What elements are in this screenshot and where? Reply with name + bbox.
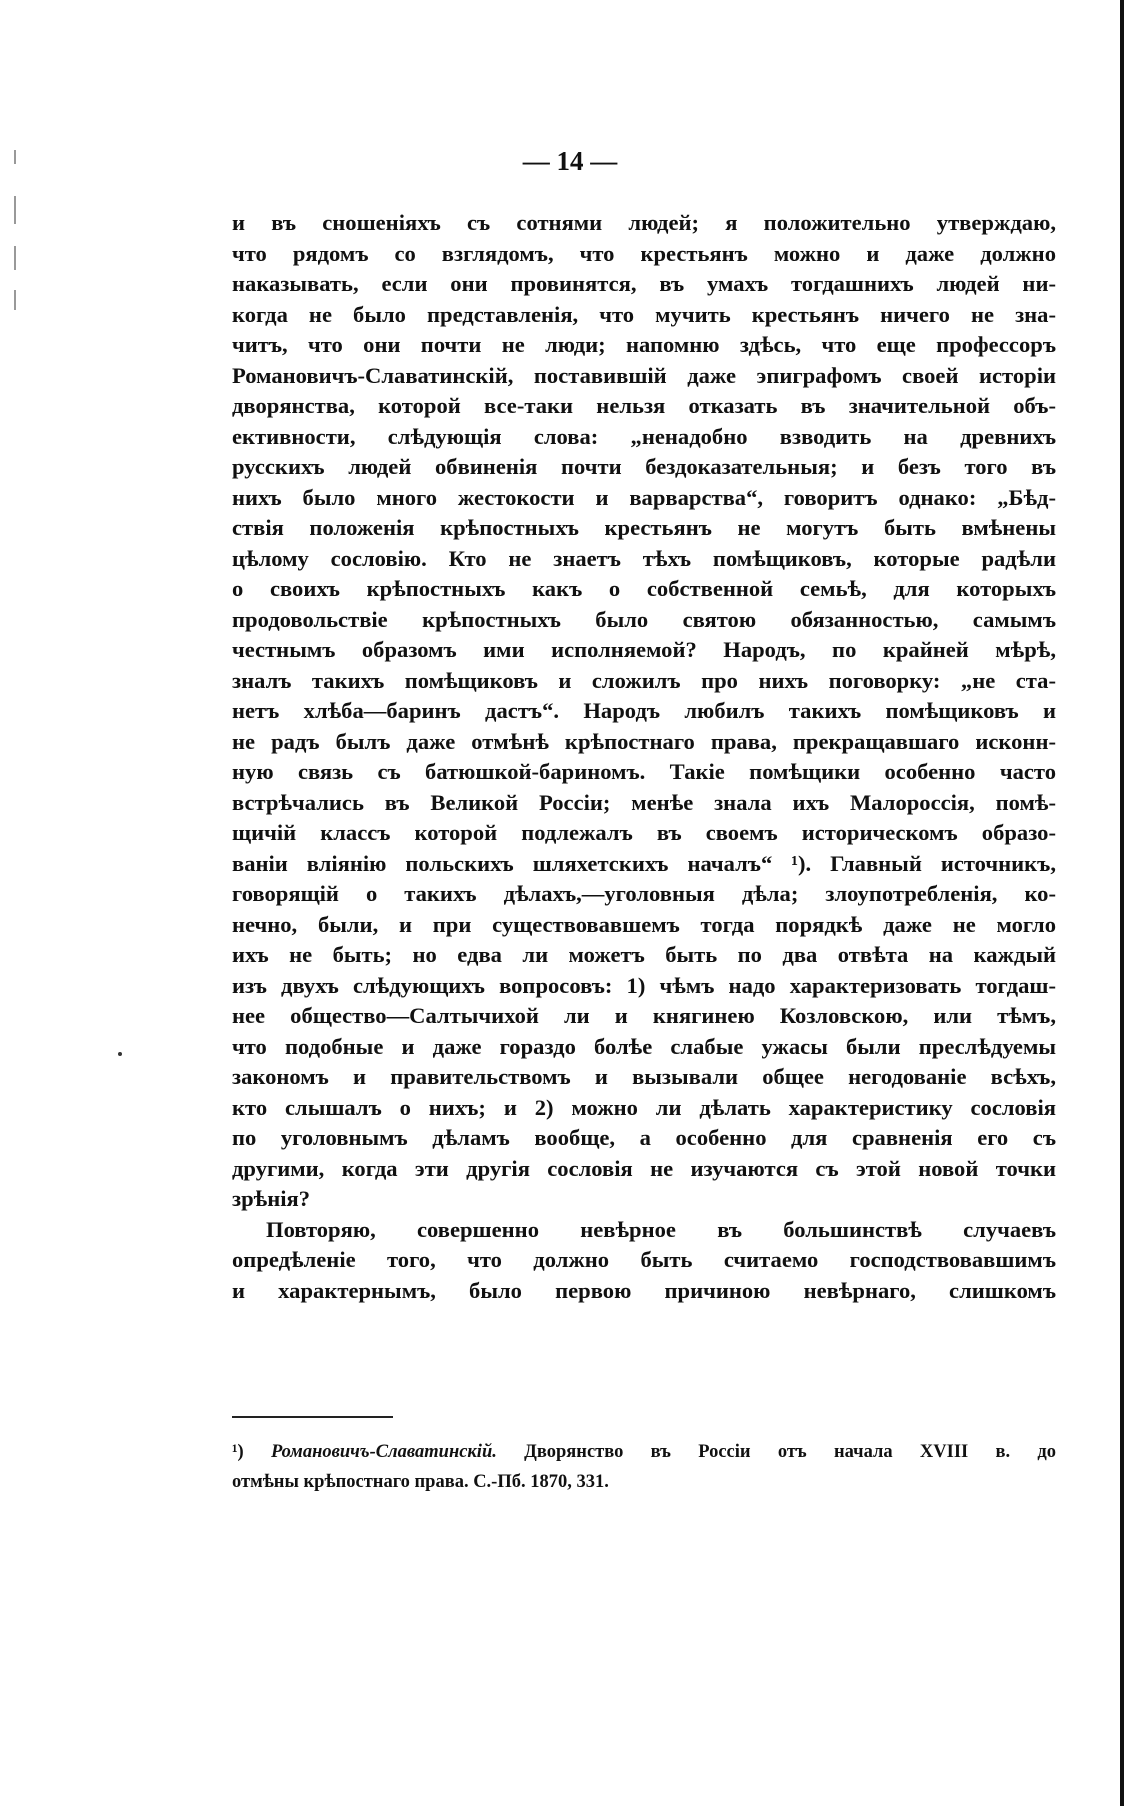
text-line: кто слышалъ о нихъ; и 2) можно ли дѣлать характеристику сословія: [232, 1094, 1056, 1120]
margin-mark: [14, 246, 16, 270]
text-line: нетъ хлѣба—баринъ дастъ“. Народъ любилъ такихъ помѣщиковъ и: [232, 698, 1056, 723]
margin-mark: [14, 196, 16, 224]
text-line: ихъ не быть; но едва ли можетъ быть по два отвѣта на каждый: [232, 942, 1056, 967]
text-line: продовольствіе крѣпостныхъ было святою обязанностью, самымъ: [232, 606, 1056, 632]
text-line: опредѣленіе того, что должно быть считаемо господствовавшимъ: [232, 1247, 1056, 1272]
text-line: нее общество—Салтычихой ли и княгинею Козловскою, или тѣмъ,: [232, 1003, 1056, 1028]
text-line: изъ двухъ слѣдующихъ вопросовъ: 1) чѣмъ надо характеризовать тогдаш-: [232, 972, 1056, 998]
text-line: ствія положенія крѣпостныхъ крестьянъ не могутъ быть вмѣнены: [232, 515, 1056, 540]
text-line: нечно, были, и при существовавшемъ тогда порядкѣ даже не могло: [232, 911, 1056, 937]
footnote-title: Дворянство въ Россіи отъ начала XVIII в. до: [524, 1442, 1057, 1462]
text-line: не радъ былъ даже отмѣнѣ крѣпостнаго права, прекращавшаго исконн-: [232, 728, 1056, 754]
text-line: честнымъ образомъ ими исполняемой? Народъ, по крайней мѣрѣ,: [232, 637, 1056, 662]
text-line: ваніи вліянію польскихъ шляхетскихъ началъ“ ¹). Главный источникъ,: [232, 850, 1056, 876]
text-line: ную связь съ батюшкой-бариномъ. Такіе помѣщики особенно часто: [232, 759, 1056, 784]
text-line: когда не было представленія, что мучить крестьянъ ничего не зна-: [232, 301, 1056, 327]
text-line: читъ, что они почти не люди; напомню здѣсь, что еще профессоръ: [232, 332, 1056, 357]
text-line: что рядомъ со взглядомъ, что крестьянъ можно и даже должно: [232, 240, 1056, 266]
text-line: и характернымъ, было первою причиною невѣрнаго, слишкомъ: [232, 1277, 1056, 1303]
text-line: русскихъ людей обвиненія почти бездоказательныя; и безъ того въ: [232, 454, 1056, 479]
text-line: цѣлому сословію. Кто не знаетъ тѣхъ помѣщиковъ, которые радѣли: [232, 545, 1056, 571]
text-line: что подобные и даже гораздо болѣе слабые ужасы были преслѣдуемы: [232, 1033, 1056, 1059]
text-line: Повторяю, совершенно невѣрное въ большинствѣ случаевъ: [266, 1216, 1056, 1242]
text-line: нихъ было много жестокости и варварства“, говоритъ однако: „Бѣд-: [232, 484, 1056, 510]
body-text: [232, 208, 1056, 1306]
text-line: щичій классъ которой подлежалъ въ своемъ историческомъ образо-: [232, 820, 1056, 845]
text-line: встрѣчались въ Великой Россіи; менѣе знала ихъ Малороссія, помѣ-: [232, 789, 1056, 815]
text-line: наказывать, если они провинятся, въ умахъ тогдашнихъ людей ни-: [232, 271, 1056, 296]
text-line: говорящій о такихъ дѣлахъ,—уголовныя дѣла; злоупотребленія, ко-: [232, 881, 1056, 906]
footnote-divider: [232, 1416, 393, 1418]
text-line: дворянства, которой все-таки нельзя отказать въ значительной объ-: [232, 393, 1056, 418]
text-line: зналъ такихъ помѣщиковъ и сложилъ про нихъ поговорку: „не ста-: [232, 667, 1056, 693]
margin-dot: [118, 1052, 122, 1056]
footnote: [232, 1437, 1056, 1497]
text-line: о своихъ крѣпостныхъ какъ о собственной семьѣ, для которыхъ: [232, 576, 1056, 601]
text-line: зрѣнія?: [232, 1186, 311, 1211]
text-line: Романовичъ-Славатинскій, поставившій даже эпиграфомъ своей исторіи: [232, 362, 1056, 388]
text-line: ективности, слѣдующія слова: „ненадобно взводить на древнихъ: [232, 423, 1056, 449]
margin-mark: [14, 290, 16, 310]
footnote-author: Романовичъ-Славатинскій.: [271, 1442, 497, 1462]
text-line: другими, когда эти другія сословія не изучаются съ этой новой точки: [232, 1155, 1056, 1181]
page-edge-line: [1120, 0, 1124, 1806]
text-line: и въ сношеніяхъ съ сотнями людей; я положительно утверждаю,: [232, 210, 1056, 235]
footnote-marker: ¹): [232, 1442, 244, 1462]
text-line: по уголовнымъ дѣламъ вообще, а особенно для сравненія его съ: [232, 1125, 1056, 1150]
text-line: закономъ и правительствомъ и вызывали общее негодованіе всѣхъ,: [232, 1064, 1056, 1089]
footnote-line: отмѣны крѣпостнаго права. С.-Пб. 1870, 331.: [232, 1472, 609, 1492]
page-number: — 14 —: [522, 146, 618, 176]
footnote-line: [232, 1437, 1056, 1467]
